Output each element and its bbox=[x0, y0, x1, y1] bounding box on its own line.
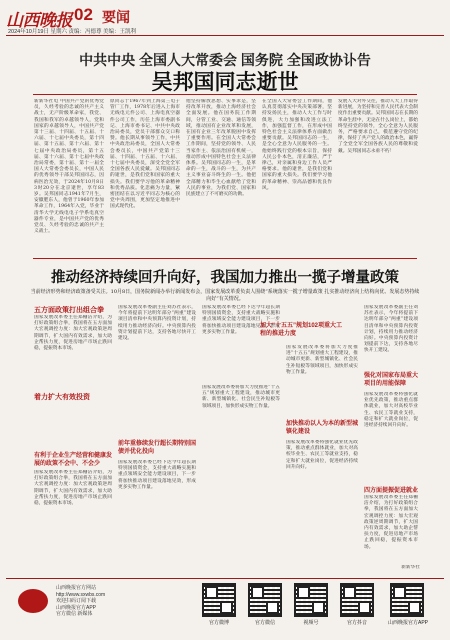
footer-line: 欢迎扫码订阅下载 bbox=[56, 598, 97, 604]
byline: 新新华社 bbox=[401, 565, 420, 570]
policy-col1b: 国家发展改革委主任郑栅洁介绍，为打好政策组合拳，我国将在五方面加大宏观调控力度：加大宏观政策逆周期调节，扩大国内有效需求，加大助企帮扶力度，促进房地产市场止跌回稳，提振资本市场。 bbox=[34, 470, 112, 507]
policy-col3: 国家发展改革委已经下达今年超长期特别国债资金，支持重大战略实施和重点领域安全能力建设项目，下一步将加快推动项目建设落地见效，形成更多实物工作量。 bbox=[202, 305, 280, 335]
qr-label: 官方微信 bbox=[254, 620, 275, 626]
masthead bbox=[6, 6, 444, 36]
divider bbox=[33, 94, 417, 95]
policy-col3b: 国家发展改革委将加大力度推进“十五五”规划重大工程建设，推动城市更新、新型城镇化、社会民生补短板等领域项目，加快形成实物工作量。 bbox=[202, 385, 280, 409]
qr-code-icon[interactable] bbox=[294, 583, 328, 617]
policy-col4: 国家发展改革委将加大力度推进“十五五”规划重大工程建设，推动城市更新、新型城镇化、社会民生补短板等领域项目，加快形成实物工作量。 bbox=[286, 345, 358, 375]
article1-col4: 在全国人大常委会工作期间，他认真贯彻落实中央决策部署，坚持发扬民主，推动人大工作与时俱进，大力加强和改进立法工作，加强监督工作，在形成中国特色社会主义法律体系方面做出重要贡献。吴邦国同志的一生，是全心全意为人民服务的一生。他始终践行党的根本宗旨，保持人民公仆本色，清正廉洁，严于律己，对亲属和身边工作人员严格要求。他的逝世，是我们党和国家的重大损失。我们要学习他的革命精神、崇高品德和优良作风。 bbox=[262, 99, 332, 191]
policy-col4b: 国家发展改革委将强化就业优先政策，推动重点群体就业，加大对高校毕业生、农民工等就业支持，稳定和扩大就业岗位，促进经济持续回升向好。 bbox=[286, 440, 358, 470]
footer-label: 山西晚报官方网站 bbox=[56, 585, 97, 591]
policy-subhead: 加大“十五五”规划102项重大工程的推进力度 bbox=[260, 323, 343, 337]
policy-col2b: 国家发展改革委已经下达今年超长期特别国债资金，支持重大战略实施和重点领域安全能力建设项目，下一步将加快推动项目建设落地见效，形成更多实物工作量。 bbox=[118, 460, 196, 490]
policy-subhead: 强化对国家布局重大项目的用能保障 bbox=[364, 373, 419, 387]
footer bbox=[6, 578, 444, 630]
policy-subhead: 前年重修续发行超长期特别国债并优化投向 bbox=[118, 441, 197, 455]
section-title: 要闻 bbox=[102, 9, 130, 25]
policy-col2: 国家发展改革委副主任刘苏社表示，今年将提前下达明年部分“两重”建设项目清单和中央预算内投资计划，持续用力推动经济向好。中央预算内投资计划提前下达，支持各地尽快开工建设。 bbox=[118, 305, 196, 342]
obituary-headline: 吴邦国同志逝世 bbox=[151, 71, 299, 94]
qr-label: 官方微博 bbox=[208, 620, 229, 626]
divider bbox=[33, 258, 417, 259]
footer-info bbox=[56, 585, 105, 618]
qr-label: 山西晚报官方APP bbox=[387, 620, 428, 626]
newspaper-logo: 山西晚报 bbox=[6, 11, 72, 31]
policy-col5: 国家发展改革委副主任刘苏社表示，今年将提前下达明年部分“两重”建设项目清单和中央预算内投资计划，持续用力推动经济向好。中央预算内投资计划提前下达，支持各地尽快开工建设。 bbox=[364, 305, 418, 354]
policy-col1: 国家发展改革委主任郑栅洁介绍，为打好政策组合拳，我国将在五方面加大宏观调控力度：加大宏观政策逆周期调节，扩大国内有效需求，加大助企帮扶力度，促进房地产市场止跌回稳，提振资本市场。 bbox=[34, 315, 112, 352]
article1-col3: 他坚持解放思想、实事求是，坚持改革开放，推动上海经济社会全面发展。他在国务院工作期间，分管工业、交通、通信等领域，推动国有企业改革和发展，在国有企业三年改革脱困中发挥了重要作用。在全国人大常委会工作期间，坚持党的领导、人民当家作主、依法治国有机统一，推动形成中国特色社会主义法律体系。吴邦国同志的一生，是革命的一生，战斗的一生，为共产主义事业奋斗终生的一生。他把全部精力和毕生心血献给了党和人民的事业，为我们党、国家和民族建立了不可磨灭的功勋。 bbox=[186, 99, 256, 198]
policy-subhead: 加快推动以人为本的新型城镇化建设 bbox=[286, 421, 359, 435]
policy-subhead: 有利于企业生产经营和健康发展的政策不会中、不会少 bbox=[34, 453, 113, 467]
article1-col2: 原同志于1967年到上海第三电子管厂工作，1978年后进入上海市无线电元件公司、上海电真空器件公司工作，历任上海市委副书记、上海市委书记、中共中央政治局委员，党员干部群众交口称赞。他长期从事领导工作，中共中央政治局委员，全国人大常委会委员长，中国共产党第十三届、十四届、十五届、十六届、十七届中央委员，深受全党全军全国各族人民爱戴。吴邦国同志的逝世，是我们党和国家的重大损失。我们要学习他的革命精神和优秀品质。化悲痛为力量，紧密团结在以习近平同志为核心的党中央周围，更加坚定地推进中国式现代化。 bbox=[110, 99, 180, 210]
qr-code-icon[interactable] bbox=[248, 583, 282, 617]
article1-col1: 新新华社电 中国共产党的优秀党员，久经考验的忠诚的共产主义战士，无产阶级革命家，我党、我国和我军的卓越领导人，党和国家的卓越领导人，中国共产党第十三届、十四届、十五届、十六届、十七届中央委员，第十四届、第十五届、第十六届、第十七届中央政治局委员，第十五届、第十六届、第十七届中央政治局常委，第十届、第十一届全国人大常委会委员长，中国人民的优秀领导干部吴邦国同志，因病医治无效，于2024年10月8日3时20分在北京逝世，享年83岁。吴邦国同志1941年7月生，安徽肥东人，他曾于1960年参加革命工作，1964年入党，毕业于清华大学无线电电子学系电真空器件专业，是中国共产党的优秀党员、久经考验的忠诚的共产主义战士。 bbox=[34, 99, 104, 235]
obituary-announcement: 中共中央 全国人大常委会 国务院 全国政协讣告 bbox=[79, 52, 371, 68]
policy-lead: 当前经济形势和经济政策备受关注。10月8日，国务院新闻办举行新闻发布会，国家发展改革委负责人围绕“系统落实一揽子增量政策 扎实推动经济向上结构向优、发展态势持续向好”有关情况。 bbox=[30, 289, 420, 302]
policy-headline: 推动经济持续回升向好，我国加力推出一揽子增量政策 bbox=[51, 270, 399, 286]
qr-code-icon[interactable] bbox=[390, 583, 424, 617]
qr-code-icon[interactable] bbox=[340, 583, 374, 617]
policy-subhead: 五方面政策打出组合拳 bbox=[34, 307, 104, 314]
dateline: 2024年10月19日 星期六 责编：冯德尊 美编：王凯利 bbox=[8, 29, 137, 35]
newspaper-emblem-icon bbox=[18, 589, 48, 613]
policy-col5b: 国家发展改革委将强化就业优先政策，推动重点群体就业，加大对高校毕业生、农民工等就业支持，稳定和扩大就业岗位，促进经济持续回升向好。 bbox=[364, 392, 418, 429]
policy-subhead: 着力扩大有效投资 bbox=[34, 394, 90, 401]
qr-code-icon[interactable] bbox=[202, 583, 236, 617]
article1-col5: 发展人大对外交往，推动人大工作取得新进展，为坚持和完善人民代表大会制度作出重要贡献。吴邦国同志在长期的革命生涯中，无论在什么岗位上，都始终坚持党的领导，全心全意为人民服务，严格要求自己，模范遵守党的纪律，保持了共产党人的政治本色，赢得了全党全军全国各族人民的尊敬和爱戴。吴邦国同志永垂不朽！ bbox=[338, 99, 418, 154]
qr-label: 官方抖音 bbox=[346, 620, 367, 626]
page-number: 02 bbox=[74, 5, 93, 24]
policy-subhead: 四方面提振促进就业 bbox=[364, 488, 419, 494]
footer-line: 官方微信 新媒体 bbox=[56, 611, 93, 617]
footer-url[interactable]: http://www.sxwbs.com bbox=[56, 591, 106, 598]
footer-line: 山西晚报官方APP bbox=[56, 604, 97, 611]
qr-label: 视频号 bbox=[303, 620, 319, 626]
policy-col5c: 国家发展改革委主任郑栅洁介绍，为打好政策组合拳，我国将在五方面加大宏观调控力度：加大宏观政策逆周期调节，扩大国内有效需求，加大助企帮扶力度，促进房地产市场止跌回稳，提振资本市场。 bbox=[364, 495, 418, 550]
